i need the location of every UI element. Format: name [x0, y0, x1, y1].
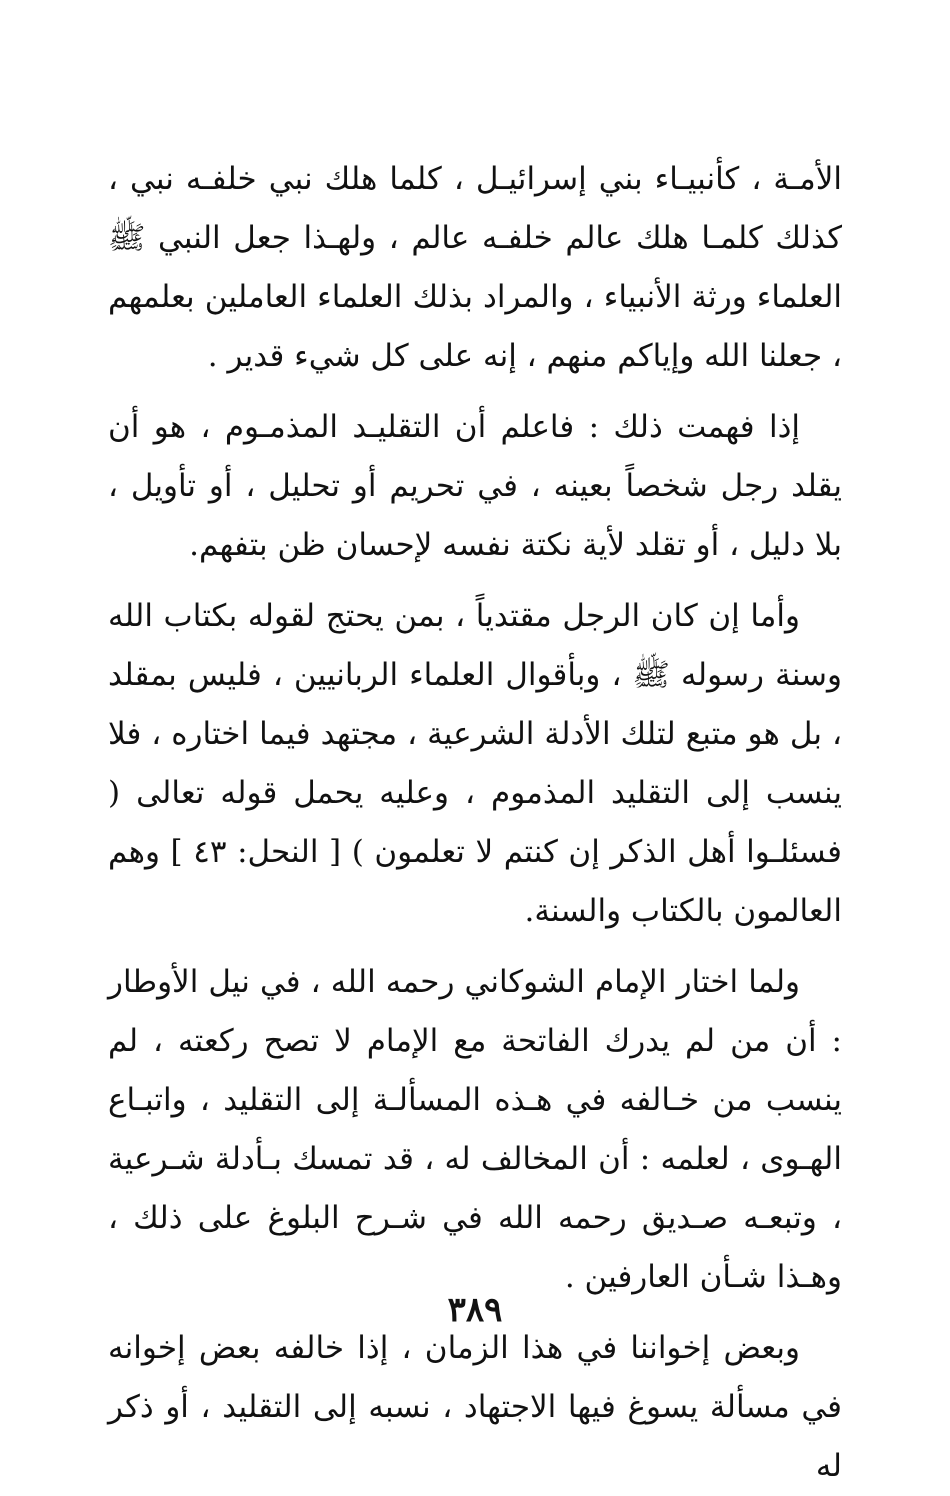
paragraph-3: وأما إن كان الرجل مقتدياً ، بمن يحتج لقوله بكتاب الله وسنة رسوله ﷺ ، وبأقوال العلماء الربانيين ، فليس بمقلد ، بل هو متبع لتلك الأدلة الشرعية ، مجتهد فيما اختاره ، فلا ينسب إلى التقليد المذموم ، وعليه يحمل قوله تعالى ( فسئلـوا أهل الذكر إن كنتم لا تعلمون ) [ النحل: ٤٣ ] وهم العالمون بالكتاب والسنة.: [108, 598, 842, 929]
paragraph-4: ولما اختار الإمام الشوكاني رحمه الله ، في نيل الأوطار : أن من لم يدرك الفاتحة مع الإمام لا تصح ركعته ، لم ينسب من خـالفه في هـذه المسألـة إلى التقليد ، واتبـاع الهـوى ، لعلمه : أن المخالف له ، قد تمسك بـأدلة شـرعية ، وتبعـه صـديق رحمه الله في شـرح البلوغ على ذلك ، وهـذا شـأن العارفين .: [108, 964, 842, 1295]
paragraph-2: إذا فهمت ذلك : فاعلم أن التقليـد المذمـوم ، هو أن يقلد رجل شخصاً بعينه ، في تحريم أو تحليل ، أو تأويل ، بلا دليل ، أو تقلد لأية نكتة نفسه لإحسان ظن بتفهم.: [108, 409, 842, 563]
paragraph-5: وبعض إخواننا في هذا الزمان ، إذا خالفه بعض إخوانه في مسألة يسوغ فيها الاجتهاد ، نسبه إلى التقليد ، أو ذكر له: [108, 1330, 842, 1484]
page-number: ٣٨٩: [447, 1290, 503, 1330]
paragraph-1: الأمـة ، كأنبيـاء بني إسرائيـل ، كلما هلك نبي خلفـه نبي ، كذلك كلمـا هلك عالم خلفـه عالم ، ولهـذا جعل النبي ﷺ العلماء ورثة الأنبياء ، والمراد بذلك العلماء العاملين بعلمهم ، جعلنا الله وإياكم منهم ، إنه على كل شيء قدير .: [108, 161, 842, 374]
